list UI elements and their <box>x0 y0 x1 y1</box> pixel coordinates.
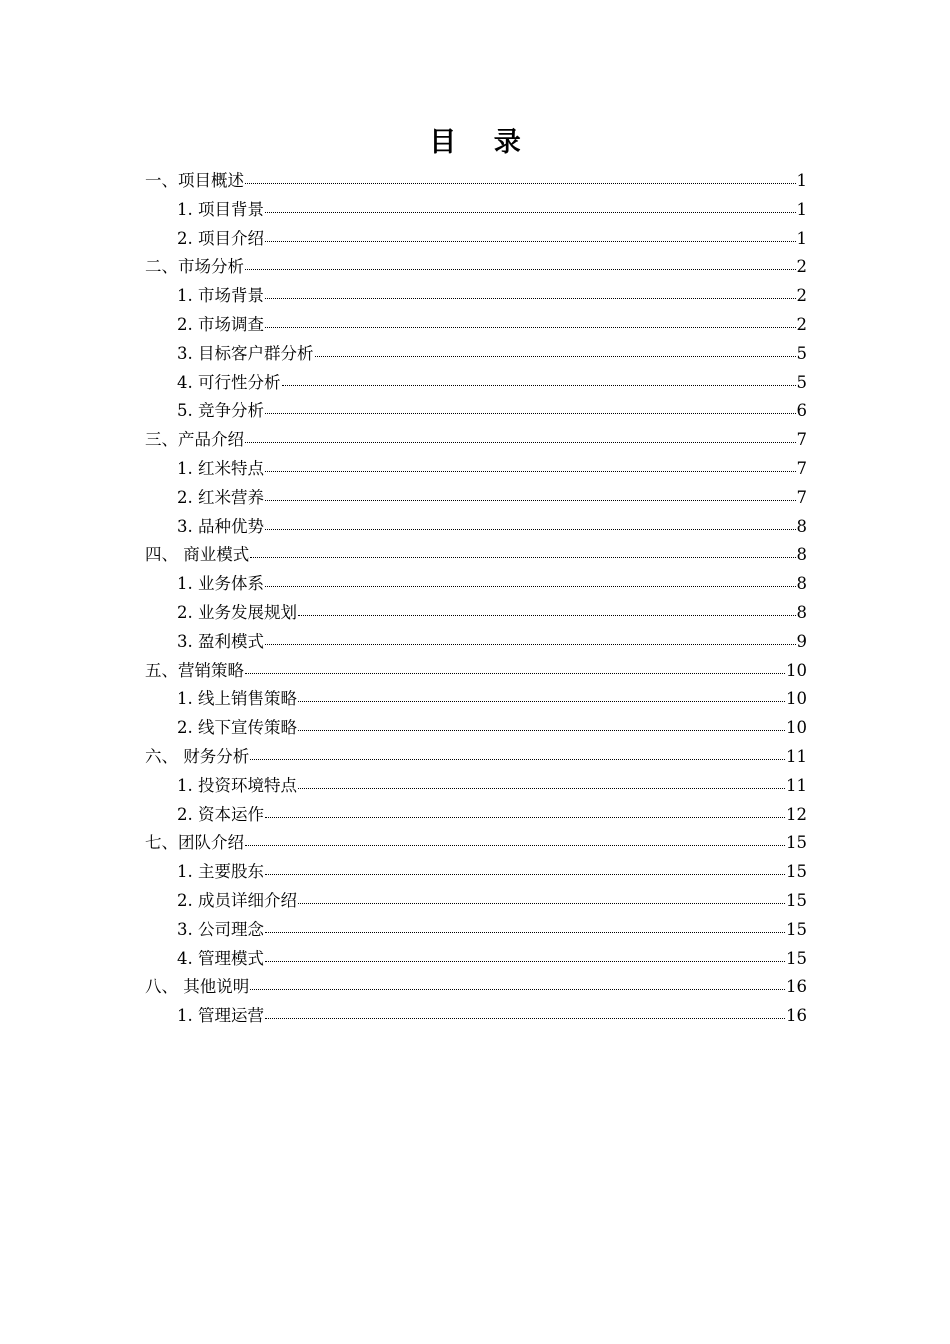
toc-entry-label: 2. 市场调查 <box>177 314 264 334</box>
toc-page-number: 15 <box>786 890 807 910</box>
toc-page-number: 2 <box>796 286 807 306</box>
toc-page-number: 2 <box>796 257 807 277</box>
toc-page-number: 7 <box>796 430 807 450</box>
toc-chapter-entry[interactable] <box>145 253 807 282</box>
toc-dot-leader <box>298 601 796 618</box>
toc-dot-leader <box>298 774 785 791</box>
toc-chapter-entry[interactable] <box>145 657 807 686</box>
toc-page-number: 8 <box>796 602 807 622</box>
toc-entry-label: 4. 管理模式 <box>177 948 264 968</box>
toc-entry-label: 2. 项目介绍 <box>177 228 264 248</box>
toc-entry-label: 八、 其他说明 <box>145 977 250 997</box>
toc-dot-leader <box>265 515 796 532</box>
toc-entry-label: 3. 盈利模式 <box>177 631 264 651</box>
toc-entry-label: 1. 主要股东 <box>177 862 264 882</box>
toc-section-entry[interactable] <box>145 397 807 426</box>
toc-dot-leader <box>265 486 796 503</box>
toc-entry-label: 2. 业务发展规划 <box>177 602 297 622</box>
toc-section-entry[interactable] <box>145 714 807 743</box>
toc-section-entry[interactable] <box>145 570 807 599</box>
toc-page-number: 8 <box>796 516 807 536</box>
toc-section-entry[interactable] <box>145 196 807 225</box>
page-title: 目 录 <box>429 127 535 158</box>
toc-section-entry[interactable] <box>145 916 807 945</box>
toc-dot-leader <box>245 659 785 676</box>
toc-dot-leader <box>298 889 785 906</box>
toc-page-number: 7 <box>796 487 807 507</box>
toc-section-entry[interactable] <box>145 599 807 628</box>
toc-section-entry[interactable] <box>145 513 807 542</box>
toc-dot-leader <box>250 745 785 762</box>
toc-entry-label: 3. 目标客户群分析 <box>177 343 314 363</box>
toc-page-number: 1 <box>796 199 807 219</box>
toc-page-number: 11 <box>786 746 807 766</box>
toc-page-number: 6 <box>796 401 807 421</box>
toc-entry-label: 七、团队介绍 <box>145 833 244 853</box>
toc-section-entry[interactable] <box>145 772 807 801</box>
toc-entry-label: 四、 商业模式 <box>145 545 250 565</box>
toc-section-entry[interactable] <box>145 282 807 311</box>
toc-page-number: 15 <box>786 919 807 939</box>
toc-dot-leader <box>265 918 785 935</box>
toc-entry-label: 六、 财务分析 <box>145 746 250 766</box>
table-of-contents <box>145 167 807 1031</box>
toc-entry-label: 1. 线上销售策略 <box>177 689 297 709</box>
toc-dot-leader <box>265 803 785 820</box>
toc-entry-label: 5. 竞争分析 <box>177 401 264 421</box>
toc-page-number: 10 <box>786 689 807 709</box>
toc-dot-leader <box>265 313 796 330</box>
toc-entry-label: 1. 投资环境特点 <box>177 775 297 795</box>
toc-section-entry[interactable] <box>145 887 807 916</box>
toc-entry-label: 3. 品种优势 <box>177 516 264 536</box>
toc-dot-leader <box>265 400 796 417</box>
toc-page-number: 5 <box>796 372 807 392</box>
toc-section-entry[interactable] <box>145 858 807 887</box>
toc-dot-leader <box>245 832 785 849</box>
toc-chapter-entry[interactable] <box>145 973 807 1002</box>
toc-chapter-entry[interactable] <box>145 743 807 772</box>
toc-dot-leader <box>250 976 785 993</box>
toc-dot-leader <box>265 457 796 474</box>
toc-section-entry[interactable] <box>145 369 807 398</box>
toc-page-number: 9 <box>796 631 807 651</box>
toc-dot-leader <box>265 198 796 215</box>
toc-dot-leader <box>265 947 785 964</box>
toc-entry-label: 二、市场分析 <box>145 257 244 277</box>
toc-section-entry[interactable] <box>145 340 807 369</box>
toc-entry-label: 3. 公司理念 <box>177 919 264 939</box>
toc-page-number: 11 <box>786 775 807 795</box>
toc-dot-leader <box>315 342 796 359</box>
toc-chapter-entry[interactable] <box>145 541 807 570</box>
toc-section-entry[interactable] <box>145 945 807 974</box>
toc-dot-leader <box>265 1005 785 1022</box>
toc-dot-leader <box>265 630 796 647</box>
toc-section-entry[interactable] <box>145 311 807 340</box>
toc-chapter-entry[interactable] <box>145 167 807 196</box>
toc-page-number: 15 <box>786 948 807 968</box>
toc-page-number: 15 <box>786 833 807 853</box>
toc-entry-label: 三、产品介绍 <box>145 430 244 450</box>
toc-page-number: 1 <box>796 228 807 248</box>
toc-chapter-entry[interactable] <box>145 426 807 455</box>
toc-entry-label: 2. 线下宣传策略 <box>177 718 297 738</box>
toc-section-entry[interactable] <box>145 1002 807 1031</box>
toc-dot-leader <box>265 227 796 244</box>
toc-page-number: 7 <box>796 458 807 478</box>
toc-section-entry[interactable] <box>145 685 807 714</box>
toc-dot-leader <box>282 371 796 388</box>
toc-section-entry[interactable] <box>145 801 807 830</box>
toc-dot-leader <box>265 573 796 590</box>
toc-entry-label: 2. 红米营养 <box>177 487 264 507</box>
toc-page-number: 8 <box>796 545 807 565</box>
toc-chapter-entry[interactable] <box>145 829 807 858</box>
toc-page-number: 5 <box>796 343 807 363</box>
toc-page-number: 15 <box>786 862 807 882</box>
toc-entry-label: 2. 资本运作 <box>177 804 264 824</box>
toc-dot-leader <box>265 861 785 878</box>
toc-dot-leader <box>245 170 796 187</box>
toc-entry-label: 一、项目概述 <box>145 171 244 190</box>
toc-dot-leader <box>245 256 796 273</box>
toc-entry-label: 1. 项目背景 <box>177 199 264 219</box>
toc-dot-leader <box>250 544 795 561</box>
toc-section-entry[interactable] <box>145 225 807 254</box>
toc-page-number: 1 <box>796 171 807 190</box>
toc-entry-label: 1. 红米特点 <box>177 458 264 478</box>
toc-entry-label: 2. 成员详细介绍 <box>177 890 297 910</box>
toc-page-number: 16 <box>786 977 807 997</box>
toc-dot-leader <box>298 688 785 705</box>
toc-section-entry[interactable] <box>145 455 807 484</box>
toc-entry-label: 五、营销策略 <box>145 660 244 680</box>
toc-page-number: 10 <box>786 718 807 738</box>
toc-page-number: 12 <box>786 804 807 824</box>
toc-page-number: 2 <box>796 314 807 334</box>
toc-dot-leader <box>265 285 796 302</box>
toc-dot-leader <box>245 429 796 446</box>
toc-page-number: 8 <box>796 574 807 594</box>
toc-page-number: 10 <box>786 660 807 680</box>
toc-section-entry[interactable] <box>145 628 807 657</box>
toc-dot-leader <box>298 717 785 734</box>
toc-entry-label: 1. 业务体系 <box>177 574 264 594</box>
toc-entry-label: 4. 可行性分析 <box>177 372 281 392</box>
toc-page-number: 16 <box>786 1006 807 1026</box>
toc-section-entry[interactable] <box>145 484 807 513</box>
toc-entry-label: 1. 管理运营 <box>177 1006 264 1026</box>
toc-entry-label: 1. 市场背景 <box>177 286 264 306</box>
